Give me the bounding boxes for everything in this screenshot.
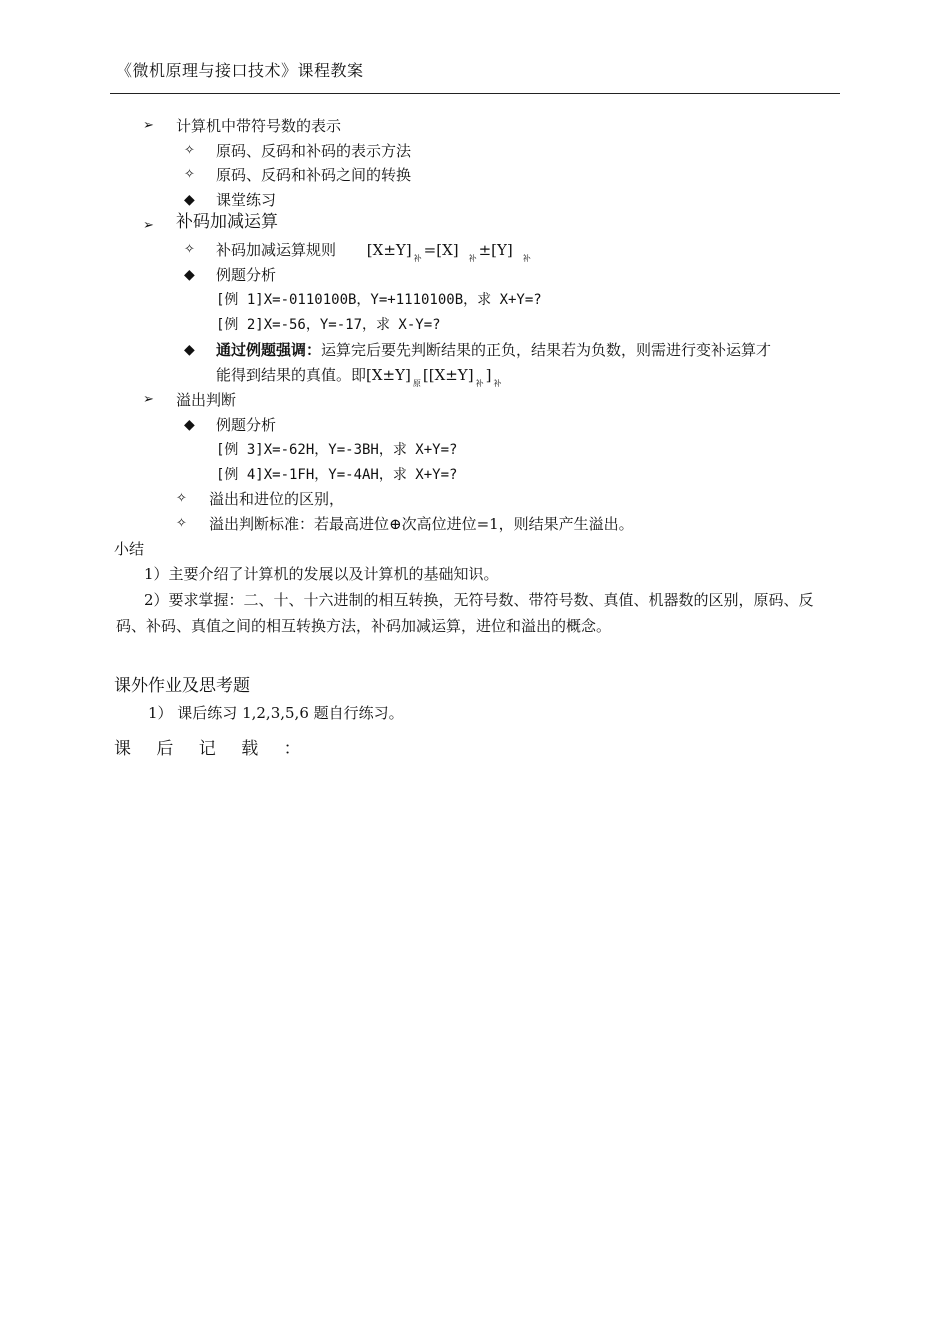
star-bullet-icon: ✧ [184,143,195,158]
header-divider [110,93,840,94]
emphasis-text: 能得到结果的真值。即[X±Y] [216,366,411,384]
example-1: [例 1]X=-0110100B，Y=+1110100B，求 X+Y=? [216,292,542,308]
emphasis-text: ] [485,366,492,384]
formula-sub: 原 [412,379,421,388]
arrow-bullet-icon: ➢ [143,218,154,233]
formula-sub: 补 [493,379,502,388]
star-bullet-icon: ✧ [176,516,187,531]
emphasis-text: 运算完后要先判断结果的正负，结果若为负数，则需进行变补运算才 [321,341,772,359]
list-item: 原码、反码和补码的表示方法 [216,142,412,160]
list-item: 课堂练习 [216,191,277,209]
example-4: [例 4]X=-1FH，Y=-4AH，求 X+Y=? [216,467,458,483]
list-item: 溢出判断标准：若最高进位⊕次高位进位=1，则结果产生溢出。 [209,515,634,533]
star-bullet-icon: ✧ [176,491,187,506]
emphasis-line-2 [216,365,503,394]
after-class-notes-heading: 课 后 记 载 ： [114,739,311,759]
formula-pm: ±[Y] [478,241,513,259]
diamond-bullet-icon: ◆ [184,417,195,433]
emphasis-text: [[X±Y] [422,366,474,384]
diamond-bullet-icon: ◆ [184,192,195,208]
formula-lhs: [X±Y] [366,241,412,259]
star-bullet-icon: ✧ [184,167,195,182]
star-bullet-icon: ✧ [184,242,195,257]
example-2: [例 2]X=-56，Y=-17，求 X-Y=? [216,317,441,333]
emphasis-label: 通过例题强调： [216,341,322,359]
section-title-overflow: 溢出判断 [176,391,237,409]
arrow-bullet-icon: ➢ [143,118,154,133]
summary-paragraph-1: 1）主要介绍了计算机的发展以及计算机的基础知识。 [144,565,499,583]
formula-sub: 补 [522,254,531,263]
examples-label: 例题分析 [216,266,277,284]
formula-sub: 补 [413,254,422,263]
diamond-bullet-icon: ◆ [184,267,195,283]
homework-heading: 课外作业及思考题 [114,676,250,696]
page-header-title: 《微机原理与接口技术》课程教案 [116,61,364,80]
section-title-complement-arithmetic: 补码加减运算 [176,212,278,232]
emphasis-line-1 [216,340,771,360]
formula-sub: 补 [468,254,477,263]
section-title-signed-numbers: 计算机中带符号数的表示 [176,117,342,135]
summary-paragraph-2: 2）要求掌握：二、十、十六进制的相互转换，无符号数、带符号数、真值、机器数的区别，原码、反码、补码、真值之间的相互转换方法，补码加减运算，进位和溢出的概念。 [116,591,814,635]
homework-item: 1） 课后练习 1,2,3,5,6 题自行练习。 [148,704,404,722]
rule-label: 补码加减运算规则 [216,241,337,259]
arrow-bullet-icon: ➢ [143,392,154,407]
formula-sub: 补 [475,379,484,388]
formula-eq: =[X] [423,241,459,259]
list-item: 原码、反码和补码之间的转换 [216,166,412,184]
summary-heading: 小结 [114,540,145,558]
list-item: 溢出和进位的区别， [209,490,345,508]
diamond-bullet-icon: ◆ [184,342,195,358]
examples-label: 例题分析 [216,416,277,434]
example-3: [例 3]X=-62H，Y=-3BH，求 X+Y=? [216,442,458,458]
